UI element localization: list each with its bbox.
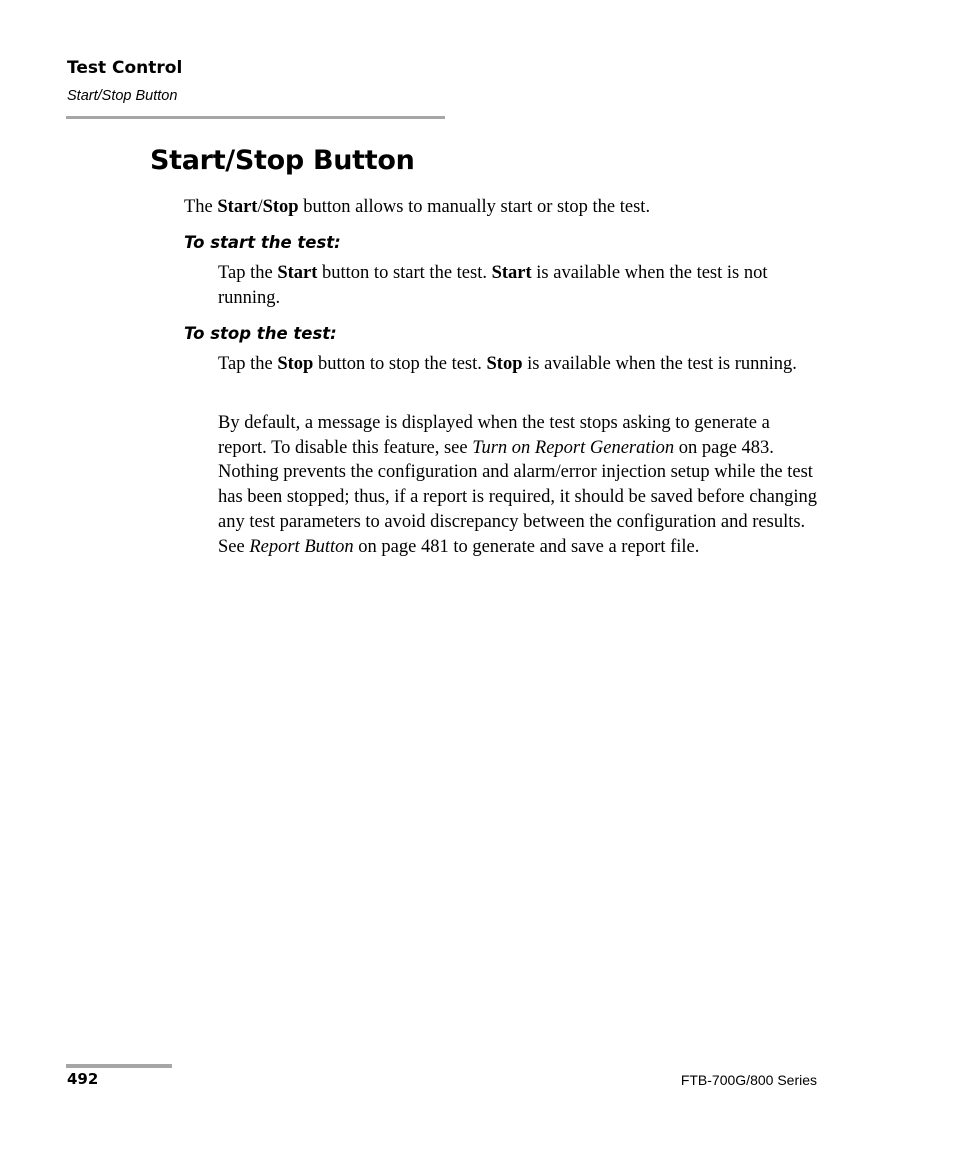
turn-on-report-generation-link[interactable]: Turn on Report Generation: [472, 437, 675, 458]
start-text-1: Tap the: [218, 263, 278, 283]
intro-text-2: button allows to manually start or stop the test.: [298, 197, 651, 217]
start-text-2: button to start the test.: [317, 263, 492, 283]
start-bold-1: Start: [277, 263, 318, 283]
intro-slash: /: [257, 197, 263, 217]
product-name: FTB-700G/800 Series: [680, 1072, 817, 1088]
intro-bold-start: Start: [217, 197, 258, 217]
stop-text-3: is available when the test is running.: [522, 354, 797, 374]
default-text-3: on page 481 to generate and save a report file.: [353, 536, 700, 557]
page-title: Start/Stop Button: [150, 145, 415, 176]
intro-paragraph: [184, 195, 650, 220]
page-number: 492: [67, 1070, 99, 1088]
start-text-3: is available when the test is not running.: [218, 263, 768, 308]
chapter-title: Test Control: [67, 58, 183, 78]
report-button-link[interactable]: Report Button: [249, 536, 354, 557]
header-rule: [66, 116, 445, 119]
default-text-2: on page 483. Nothing prevents the configuration and alarm/error injection setup while the test has been stopped; thus, if a report is required, it should be saved before changing any test parameters to avoid discrepancy between the configuration and results. See: [218, 437, 818, 557]
start-bold-2: Start: [491, 263, 532, 283]
stop-bold-2: Stop: [486, 354, 523, 374]
default-behavior-paragraph: [218, 411, 818, 559]
footer-rule: [66, 1064, 172, 1068]
section-subtitle: Start/Stop Button: [67, 88, 178, 104]
start-paragraph: [218, 261, 818, 310]
stop-procedure-heading: To stop the test:: [184, 324, 337, 343]
stop-text-2: button to stop the test.: [313, 354, 487, 374]
start-procedure-heading: To start the test:: [184, 233, 341, 252]
intro-text-1: The: [184, 197, 218, 217]
running-header: [67, 58, 182, 105]
stop-text-1: Tap the: [218, 354, 278, 374]
intro-bold-stop: Stop: [262, 197, 299, 217]
default-text-1: By default, a message is displayed when the test stops asking to generate a report. To disable this feature, see: [218, 413, 770, 458]
stop-paragraph: [218, 352, 818, 377]
stop-bold-1: Stop: [277, 354, 314, 374]
